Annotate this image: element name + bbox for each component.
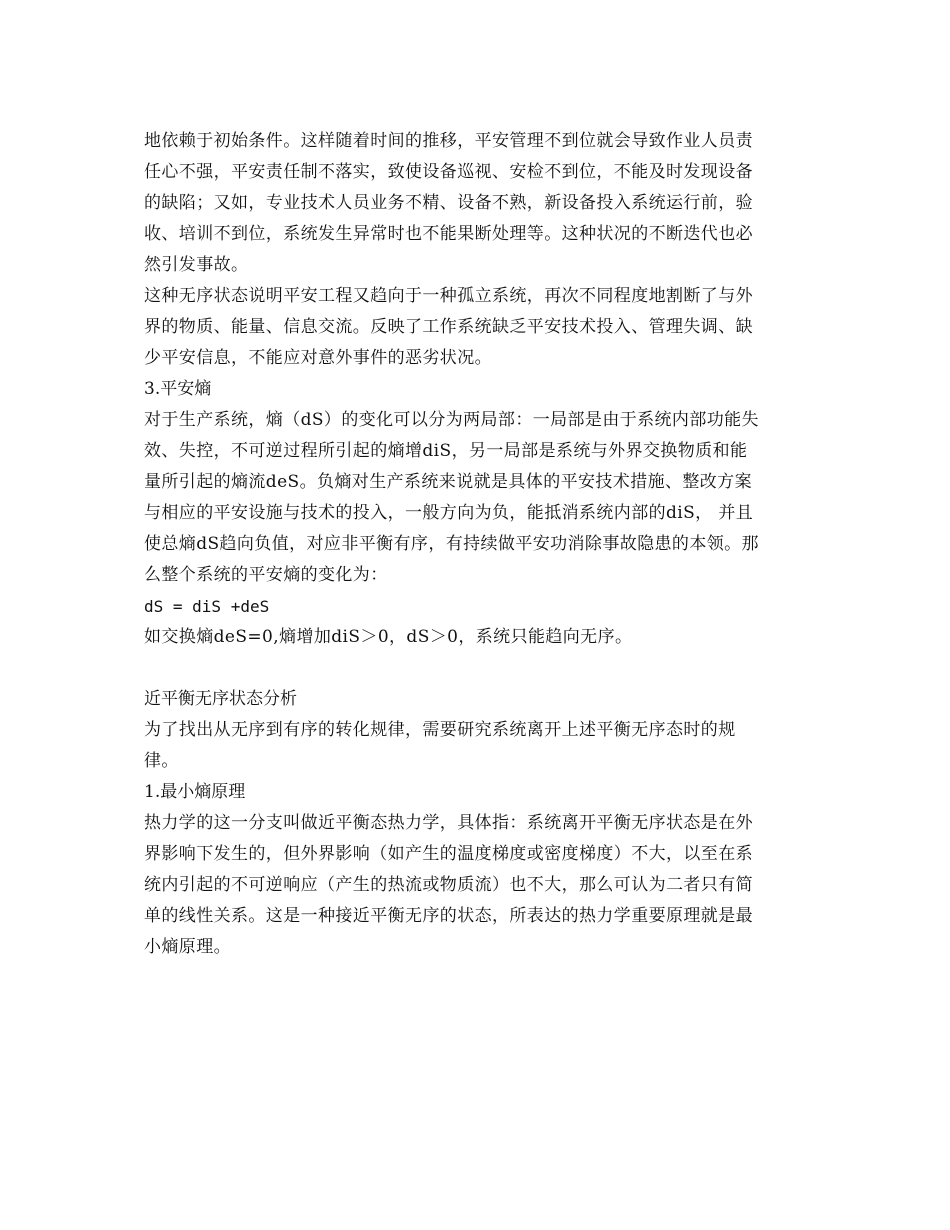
text-line: 为了找出从无序到有序的转化规律，需要研究系统离开上述平衡无序态时的规 bbox=[144, 720, 736, 740]
section-heading-minimum-entropy: 1.最小熵原理 bbox=[144, 782, 246, 802]
text-line: 界的物质、能量、信息交流。反映了工作系统缺乏平安技术投入、管理失调、缺 bbox=[144, 317, 753, 337]
text-line: 量所引起的熵流deS。负熵对生产系统来说就是具体的平安技术措施、整改方案 bbox=[144, 472, 752, 492]
text-line: 然引发事故。 bbox=[144, 255, 249, 275]
text-line: 这种无序状态说明平安工程又趋向于一种孤立系统，再次不同程度地割断了与外 bbox=[144, 286, 753, 306]
blank-line bbox=[144, 653, 814, 684]
text-line: 对于生产系统，熵（dS）的变化可以分为两局部：一局部是由于系统内部功能失 bbox=[144, 410, 759, 430]
text-line: 效、失控，不可逆过程所引起的熵增diS，另一局部是系统与外界交换物质和能 bbox=[144, 441, 748, 461]
text-line: 收、培训不到位，系统发生异常时也不能果断处理等。这种状况的不断迭代也必 bbox=[144, 224, 753, 244]
text-line: 单的线性关系。这是一种接近平衡无序的状态，所表达的热力学重要原理就是最 bbox=[144, 906, 753, 926]
document-body bbox=[144, 126, 814, 963]
text-line: 律。 bbox=[144, 751, 179, 771]
section-heading-near-equilibrium: 近平衡无序状态分析 bbox=[144, 689, 297, 709]
text-line: 与相应的平安设施与技术的投入，一般方向为负，能抵消系统内部的diS， 并且 bbox=[144, 503, 754, 523]
text-line: 使总熵dS趋向负值，对应非平衡有序，有持续做平安功消除事故隐患的本领。那 bbox=[144, 534, 759, 554]
text-line: 如交换熵deS=0,熵增加diS＞0，dS＞0，系统只能趋向无序。 bbox=[144, 627, 633, 647]
text-line: 热力学的这一分支叫做近平衡态热力学，具体指：系统离开平衡无序状态是在外 bbox=[144, 813, 753, 833]
paragraph-disorder-state bbox=[144, 281, 814, 374]
paragraph-entropy-change bbox=[144, 405, 814, 591]
paragraph-thermodynamics bbox=[144, 808, 814, 963]
text-line: 少平安信息，不能应对意外事件的恶劣状况。 bbox=[144, 348, 492, 368]
paragraph-transformation-law bbox=[144, 715, 814, 777]
section-heading-safety-entropy: 3.平安熵 bbox=[144, 379, 212, 399]
paragraph-exchange-entropy bbox=[144, 622, 814, 653]
text-line: 小熵原理。 bbox=[144, 937, 231, 957]
text-line: 地依赖于初始条件。这样随着时间的推移，平安管理不到位就会导致作业人员责 bbox=[144, 131, 753, 151]
text-line: 么整个系统的平安熵的变化为： bbox=[144, 565, 388, 585]
text-line: 的缺陷；又如，专业技术人员业务不精、设备不熟，新设备投入系统运行前，验 bbox=[144, 193, 753, 213]
paragraph-initial-conditions bbox=[144, 126, 814, 281]
text-line: 界影响下发生的，但外界影响（如产生的温度梯度或密度梯度）不大，以至在系 bbox=[144, 844, 753, 864]
text-line: 任心不强，平安责任制不落实，致使设备巡视、安检不到位，不能及时发现设备 bbox=[144, 162, 753, 182]
text-line: 统内引起的不可逆响应（产生的热流或物质流）也不大，那么可认为二者只有简 bbox=[144, 875, 753, 895]
entropy-formula: dS = diS +deS bbox=[144, 597, 270, 616]
